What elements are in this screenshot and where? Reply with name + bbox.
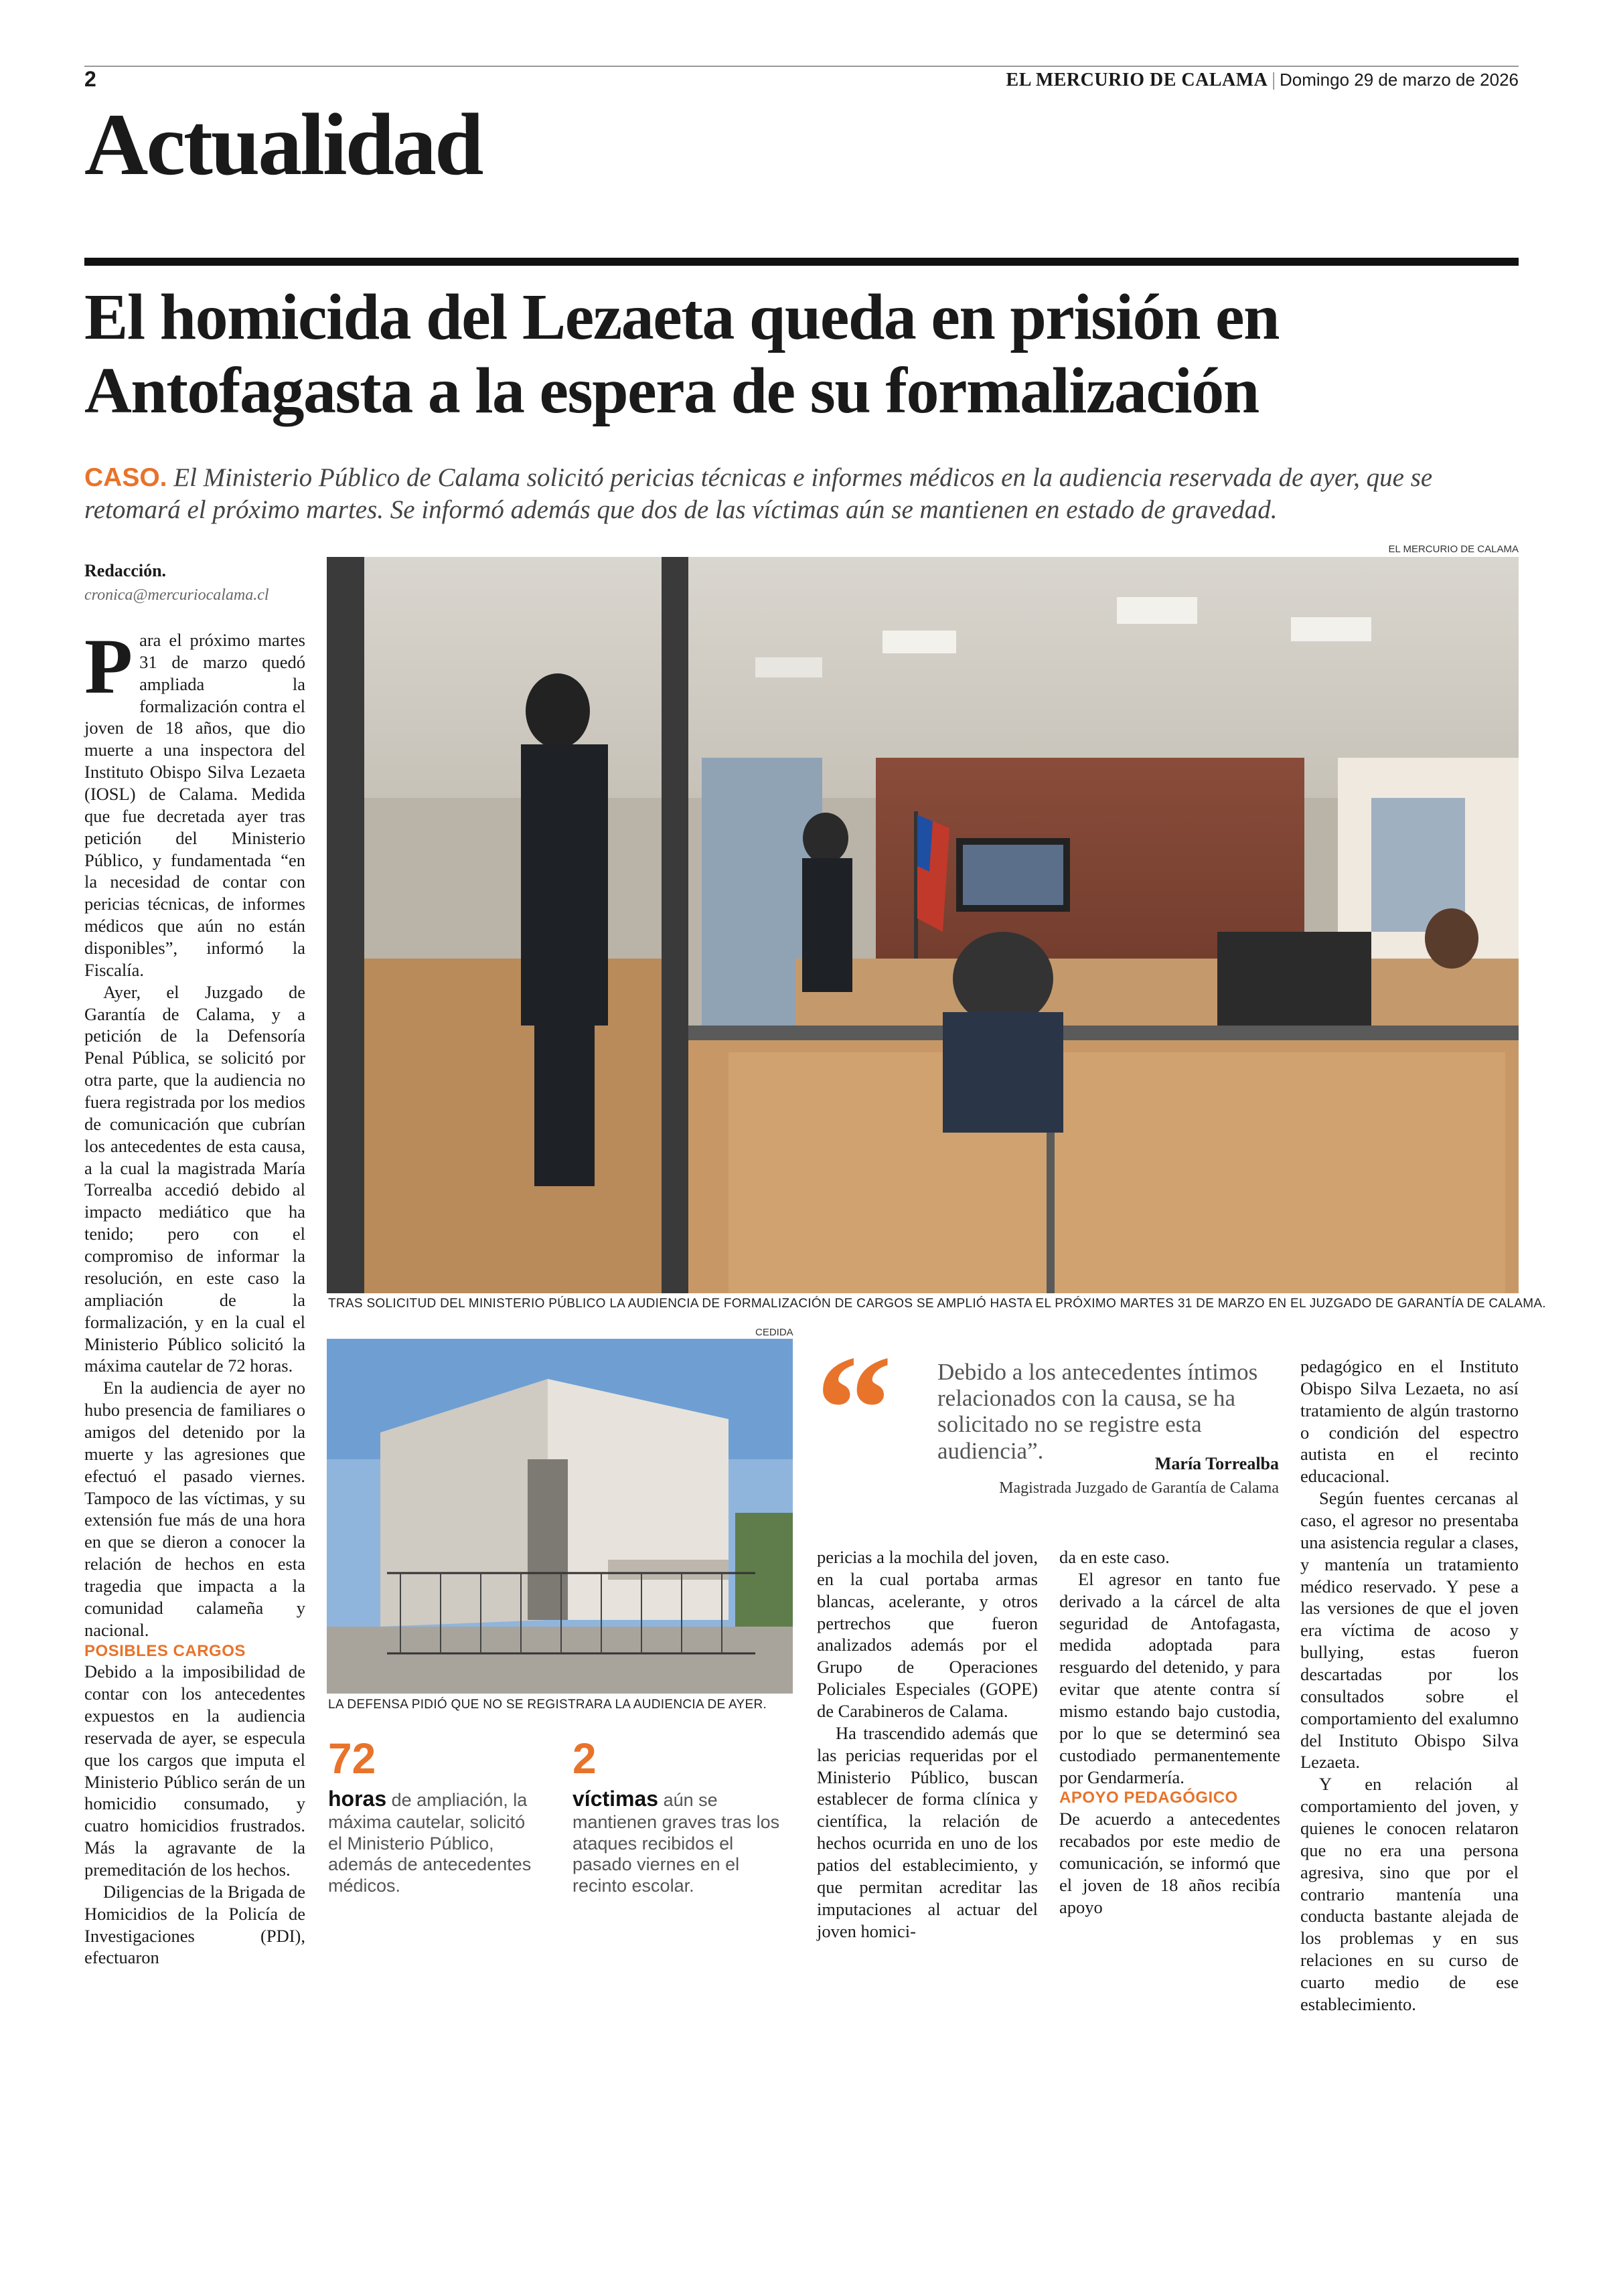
main-photo <box>327 557 1519 1293</box>
quote-mark-icon: “ <box>816 1323 893 1494</box>
stat-victims-number: 2 <box>572 1734 597 1783</box>
second-photo-credit: CEDIDA <box>755 1327 793 1338</box>
paragraph-1: Para el próximo martes 31 de marzo quedó ampliada la formalización contra el joven de 18 años, que dio muerte a una inspectora del Instituto Obispo Silva Lezaeta (IOSL) de Calama. Medida que fue decretada ayer tras petición del Ministerio Público, y fundamentada “en la necesidad de contar con pericias técnicas, de informes médicos que aún no están disponibles”, informó la Fiscalía. <box>84 623 305 980</box>
paragraph-3: En la audiencia de ayer no hubo presencia de familiares o amigos del detenido por la muerte y las agresiones que efectuó el pasado viernes. Tampoco de las víctimas, y su extensión fue más de una hora en que se dieron a conocer la relación de hechos en esta tragedia que impacta a la comunidad calameña y nacional. <box>84 1378 305 1640</box>
header-separator: | <box>1272 70 1276 90</box>
lead-text: El Ministerio Público de Calama solicitó pericias técnicas e informes médicos en la audiencia reservada de ayer, que se retomará el próximo martes. Se informó además que dos de las víctimas aún se mantienen en estado de gravedad. <box>84 463 1433 524</box>
stat-victims <box>572 1734 787 1897</box>
subhead-posibles-cargos: POSIBLES CARGOS <box>84 1641 246 1660</box>
lead-kicker: CASO. <box>84 463 167 492</box>
paragraph-4: Debido a la imposibilidad de contar con los antecedentes expuestos en la audiencia reservada de ayer, se especula que los cargos que imputa el Ministerio Público serán de un homicidio consumado, y cuatro homicidios frustrados. Más la agravante de la premeditación de los hechos. <box>84 1661 305 1880</box>
header-meta <box>1006 70 1519 91</box>
paragraph-2: Ayer, el Juzgado de Garantía de Calama, y a petición de la Defensoría Penal Pública, se solicitó por otra parte, que la audiencia no fuera registrada por los medios de comunicación que cubrían los antecedentes de esta causa, a la cual la magistrada María Torrealba accedió debido al impacto mediático que ha tenido; pero con el compromiso de informar la resolución, en este caso la ampliación de la formalización, y en la cual el Ministerio Público solicitó la máxima cautelar de 72 horas. <box>84 981 305 1376</box>
paragraph-12: Según fuentes cercanas al caso, el agresor no presentaba una asistencia regular a clases, y mantenía un tratamiento médico reservado. Y pese a las versiones de que el joven era víctima de acoso y bullying, estas fueron descartadas por los consultados sobre el comportamiento del exalumno del Instituto Obispo Silva Lezaeta. <box>1300 1488 1519 1773</box>
stat-hours-number: 72 <box>328 1734 376 1783</box>
paragraph-11: pedagógico en el Instituto Obispo Silva Lezaeta, no así tratamiento de algún trastorno o condición del espectro autista en el recinto educacional. <box>1300 1356 1519 1487</box>
article-column-5 <box>1300 1356 1519 2016</box>
lead-paragraph <box>84 462 1519 525</box>
second-photo <box>327 1339 793 1694</box>
article-column-4 <box>1059 1546 1280 1918</box>
headline: El homicida del Lezaeta queda en prisión en Antofagasta a la espera de su formalización <box>84 281 1280 427</box>
paragraph-9: El agresor en tanto fue derivado a la cárcel de alta seguridad de Antofagasta, medida adoptada para resguardo del detenido, y para evitar que atente contra sí mismo estando bajo custodia, por lo que se determinó sea custodiado permanentemente por Gendarmería. <box>1059 1568 1280 1787</box>
paragraph-7: Ha trascendido además que las pericias requeridas por el Ministerio Público, buscan establecer de forma clínica y científica, la relación de hechos ocurrida en uno de los patios del establecimiento, y que permitan acreditar las imputaciones al actuar del joven homici- <box>817 1722 1038 1941</box>
quote-text: Debido a los antecedentes íntimos relacionados con la causa, se ha solicitado no se registre esta audiencia”. <box>937 1359 1258 1464</box>
header-rule <box>84 66 1519 67</box>
page-number: 2 <box>84 67 96 91</box>
quote-author-role: Magistrada Juzgado de Garantía de Calama <box>999 1479 1279 1497</box>
section-rule <box>84 258 1519 266</box>
paragraph-5: Diligencias de la Brigada de Homicidios de la Policía de Investigaciones (PDI), efectuaron <box>84 1881 305 1968</box>
paragraph-8: da en este caso. <box>1059 1547 1170 1567</box>
second-photo-caption: LA DEFENSA PIDIÓ QUE NO SE REGISTRARA LA AUDIENCIA DE AYER. <box>328 1698 767 1712</box>
paragraph-10: De acuerdo a antecedentes recabados por este medio de comunicación, se informó que el joven de 18 años recibía apoyo <box>1059 1809 1280 1917</box>
main-photo-credit: EL MERCURIO DE CALAMA <box>1388 544 1519 555</box>
issue-date: Domingo 29 de marzo de 2026 <box>1279 70 1519 90</box>
main-photo-caption: TRAS SOLICITUD DEL MINISTERIO PÚBLICO LA AUDIENCIA DE FORMALIZACIÓN DE CARGOS SE AMPLIÓ HASTA EL PRÓXIMO MARTES 31 DE MARZO EN EL JUZGADO DE GARANTÍA DE CALAMA. <box>328 1297 1546 1311</box>
stat-hours-text: de ampliación, la máxima cautelar, solicitó el Ministerio Público, además de antecedentes médicos. <box>328 1790 532 1896</box>
building-photo-illustration <box>327 1339 793 1694</box>
subhead-apoyo-pedagogico: APOYO PEDAGÓGICO <box>1059 1789 1238 1807</box>
article-column-3 <box>817 1546 1038 1942</box>
paragraph-13: Y en relación al comportamiento del joven, y quienes le conocen relataron que no era una persona agresiva, sino que por el contrario mantenía una conducta bastante alejada de los problemas y en sus relaciones en su curso de cuarto medio de ese establecimiento. <box>1300 1774 1519 2014</box>
drop-cap: P <box>84 623 133 710</box>
paragraph-6: pericias a la mochila del joven, en la cual portaba armas blancas, acelerante, y otros pertrechos que fueron analizados además por el Grupo de Operaciones Policiales Especiales (GOPE) de Carabineros de Calama. <box>817 1547 1038 1722</box>
byline-email: cronica@mercuriocalama.cl <box>84 586 269 604</box>
stat-victims-text: aún se mantienen graves tras los ataques recibidos el pasado viernes en el recinto escolar. <box>572 1790 780 1896</box>
stat-hours-word: horas <box>328 1787 387 1811</box>
courtroom-photo-illustration <box>327 557 1519 1293</box>
stat-hours <box>328 1734 542 1897</box>
stat-victims-word: víctimas <box>572 1787 659 1811</box>
quote-author: María Torrealba <box>1154 1454 1279 1473</box>
paper-name: EL MERCURIO DE CALAMA <box>1006 70 1268 90</box>
byline: Redacción. <box>84 561 167 580</box>
article-column-1 <box>84 623 305 1969</box>
section-title: Actualidad <box>84 95 482 193</box>
